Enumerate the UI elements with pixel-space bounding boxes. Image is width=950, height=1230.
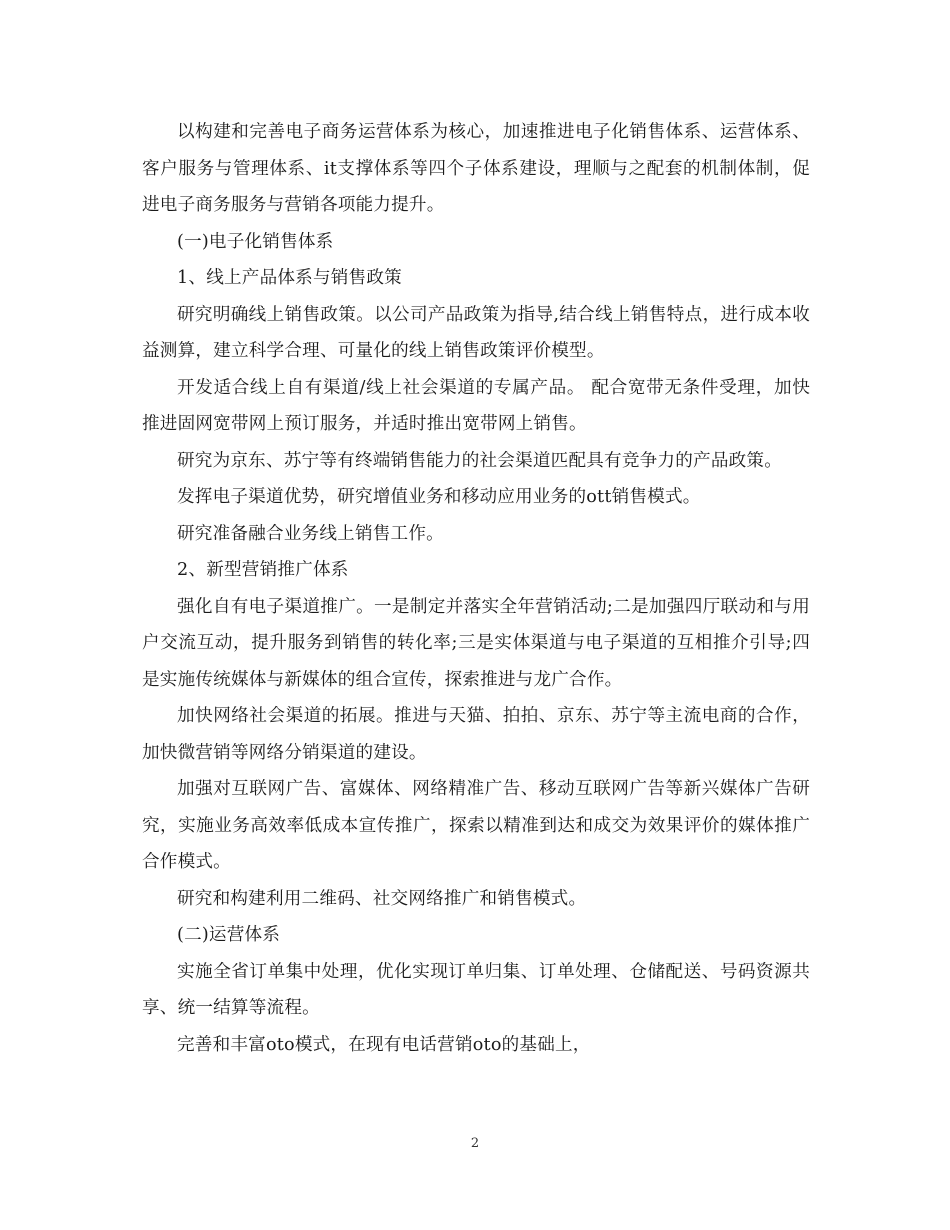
heading-e-sales-system: (一)电子化销售体系	[177, 231, 334, 252]
paragraph-order-processing: 实施全省订单集中处理，优化实现订单归集、订单处理、仓储配送、号码资源共享、统一结算等流程。	[142, 961, 810, 1018]
paragraph-social-channel-expansion: 加快网络社会渠道的拓展。推进与天猫、拍拍、京东、苏宁等主流电商的合作，加快微营销等网络分销渠道的建设。	[142, 706, 810, 763]
paragraph-online-sales-policy: 研究明确线上销售政策。以公司产品政策为指导,结合线上销售特点，进行成本收益测算，建立科学合理、可量化的线上销售政策评价模型。	[142, 304, 810, 361]
heading-marketing-system: 2、新型营销推广体系	[177, 560, 349, 580]
paragraph-ott-sales: 发挥电子渠道优势，研究增值业务和移动应用业务的ott销售模式。	[177, 487, 701, 507]
document-body	[142, 114, 810, 1063]
paragraph-converged-business: 研究准备融合业务线上销售工作。	[177, 523, 444, 544]
page-number: 2	[470, 1136, 480, 1151]
paragraph-social-channel-policy: 研究为京东、苏宁等有终端销售能力的社会渠道匹配具有竞争力的产品政策。	[177, 450, 782, 471]
paragraph-internet-advertising: 加强对互联网广告、富媒体、网络精准广告、移动互联网广告等新兴媒体广告研究，实施业务高效率低成本宣传推广，探索以精准到达和成交为效果评价的媒体推广合作模式。	[142, 779, 810, 872]
heading-operations-system: (二)运营体系	[177, 925, 281, 945]
paragraph-intro: 以构建和完善电子商务运营体系为核心，加速推进电子化销售体系、运营体系、客户服务与管理体系、it支撑体系等四个子体系建设，理顺与之配套的机制体制，促进电子商务服务与营销各项能力提升。	[142, 122, 810, 215]
paragraph-qr-social: 研究和构建利用二维码、社交网络推广和销售模式。	[177, 888, 587, 909]
paragraph-exclusive-products: 开发适合线上自有渠道/线上社会渠道的专属产品。 配合宽带无条件受理，加快推进固网宽带网上预订服务，并适时推出宽带网上销售。	[142, 377, 810, 434]
paragraph-own-channel-promotion: 强化自有电子渠道推广。一是制定并落实全年营销活动;二是加强四厅联动和与用户交流互动，提升服务到销售的转化率;三是实体渠道与电子渠道的互相推介引导;四是实施传统媒体与新媒体的组合宣传，探索推进与龙广合作。	[142, 596, 810, 690]
paragraph-oto-model: 完善和丰富oto模式，在现有电话营销oto的基础上，	[177, 1034, 591, 1055]
heading-online-product-policy: 1、线上产品体系与销售政策	[177, 268, 402, 288]
